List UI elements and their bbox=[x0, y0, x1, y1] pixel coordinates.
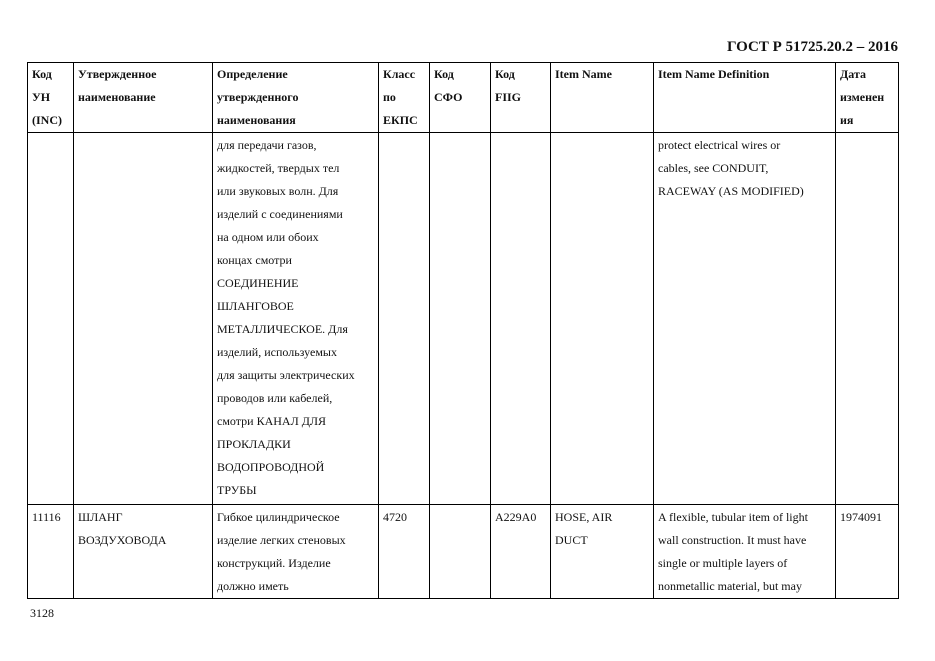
cell-fsc-class bbox=[379, 133, 430, 505]
header-fsc-class: Класс по ЕКПС bbox=[379, 63, 430, 133]
cell-inc bbox=[28, 133, 74, 505]
header-approved-name: Утвержденное наименование bbox=[74, 63, 213, 133]
table-row-entry bbox=[28, 505, 899, 599]
catalog-table bbox=[27, 62, 899, 599]
header-change-date: Дата изменен ия bbox=[836, 63, 899, 133]
header-inc-code: Код УН (INC) bbox=[28, 63, 74, 133]
cell-item-name-definition: A flexible, tubular item of light wall construction. It must have single or multiple layers of nonmetallic material, but may bbox=[654, 505, 836, 599]
header-definition: Определение утвержденного наименования bbox=[213, 63, 379, 133]
cell-change-date: 1974091 bbox=[836, 505, 899, 599]
page-number: 3128 bbox=[30, 606, 54, 620]
cell-sfo-code bbox=[430, 505, 491, 599]
cell-definition: для передачи газов, жидкостей, твердых тел или звуковых волн. Для изделий с соединениями на одном или обоих концах смотри СОЕДИНЕНИЕ ШЛАНГОВОЕ МЕТАЛЛИЧЕСКОЕ. Для изделий, используемых для защиты электрических проводов или кабелей, смотри КАНАЛ ДЛЯ ПРОКЛАДКИ ВОДОПРОВОДНОЙ ТРУБЫ bbox=[213, 133, 379, 505]
cell-item-name: HOSE, AIR DUCT bbox=[551, 505, 654, 599]
cell-definition: Гибкое цилиндрическое изделие легких стеновых конструкций. Изделие должно иметь bbox=[213, 505, 379, 599]
header-item-name: Item Name bbox=[551, 63, 654, 133]
cell-change-date bbox=[836, 133, 899, 505]
header-sfo-code: Код СФО bbox=[430, 63, 491, 133]
cell-fsc-class: 4720 bbox=[379, 505, 430, 599]
cell-approved-name: ШЛАНГ ВОЗДУХОВОДА bbox=[74, 505, 213, 599]
cell-item-name bbox=[551, 133, 654, 505]
table-header-row bbox=[28, 63, 899, 133]
document-standard-header: ГОСТ Р 51725.20.2 – 2016 bbox=[726, 39, 898, 55]
cell-sfo-code bbox=[430, 133, 491, 505]
cell-approved-name bbox=[74, 133, 213, 505]
cell-fiig bbox=[491, 133, 551, 505]
table-row-continuation bbox=[28, 133, 899, 505]
header-item-name-definition: Item Name Definition bbox=[654, 63, 836, 133]
header-fiig-code: Код FIIG bbox=[491, 63, 551, 133]
cell-inc: 11116 bbox=[28, 505, 74, 599]
cell-item-name-definition: protect electrical wires or cables, see CONDUIT, RACEWAY (AS MODIFIED) bbox=[654, 133, 836, 505]
cell-fiig: A229A0 bbox=[491, 505, 551, 599]
